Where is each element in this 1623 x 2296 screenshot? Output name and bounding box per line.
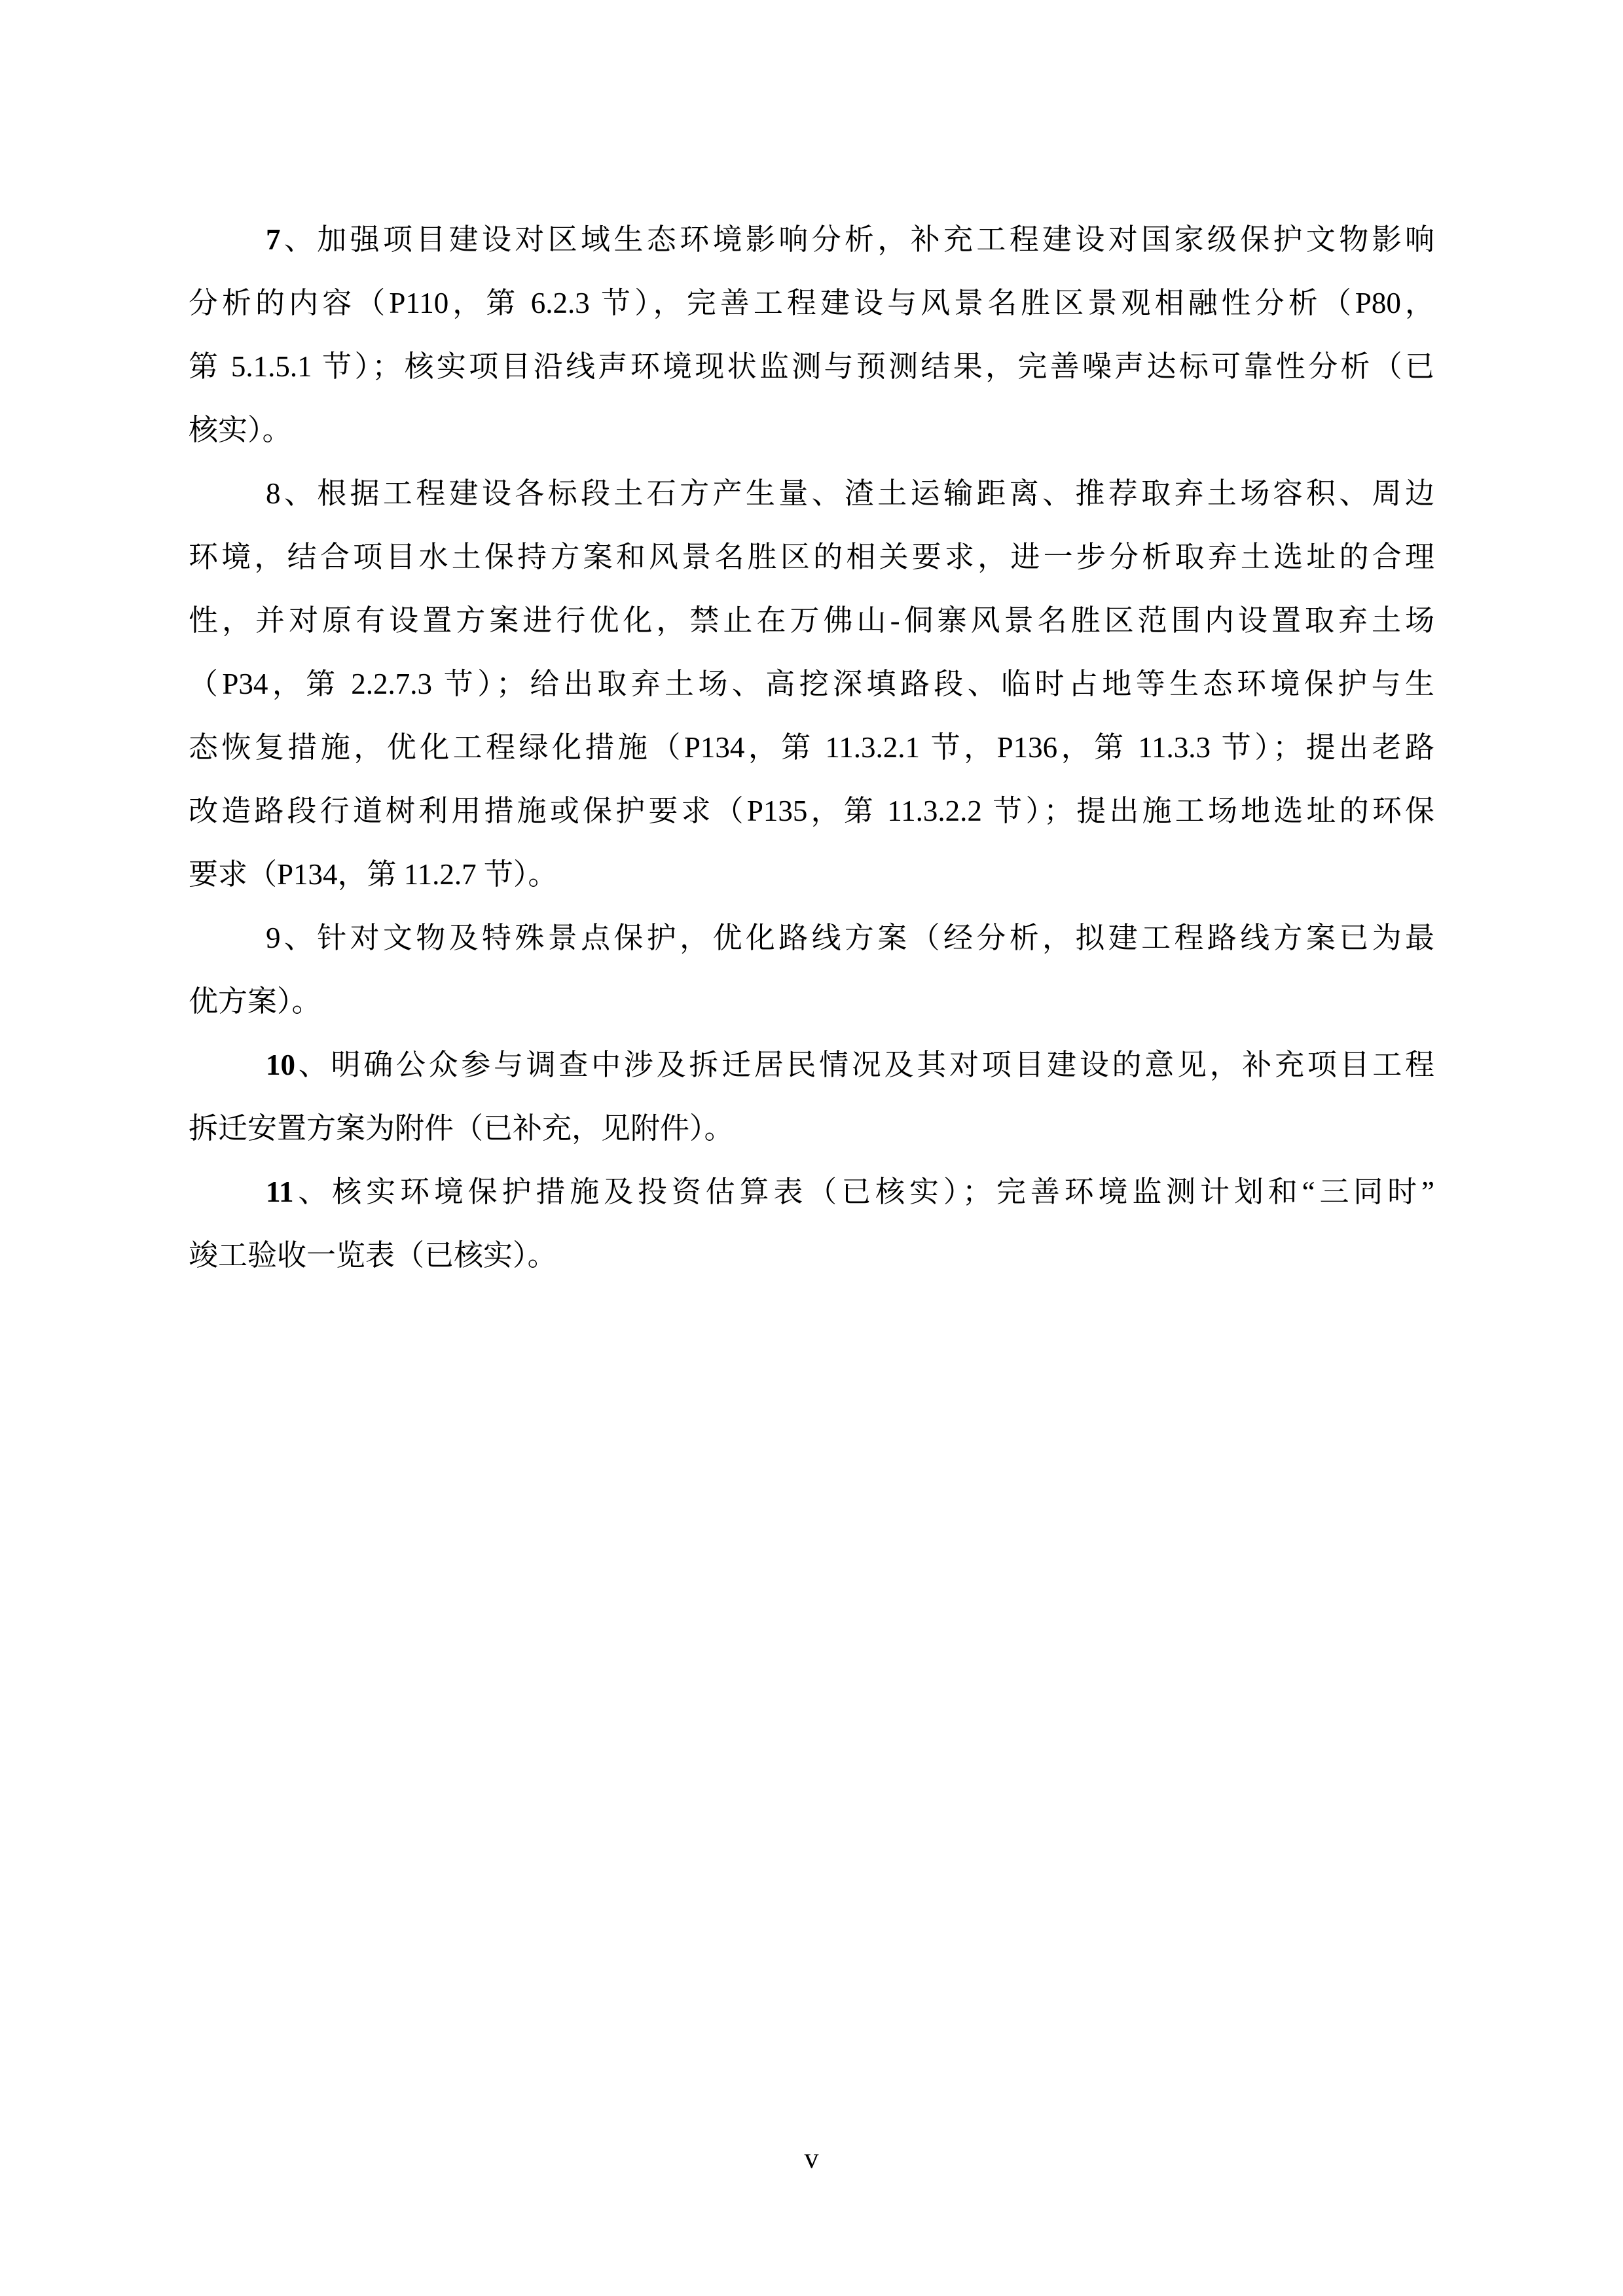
paragraph-8 bbox=[189, 462, 1434, 906]
paragraph-separator: 、 bbox=[280, 477, 318, 510]
text-line: 核实）。 bbox=[189, 414, 292, 446]
text-line bbox=[189, 1033, 1434, 1097]
text-line: 改造路段行道树利用措施或保护要求（P135，第 11.3.2.2 节）；提出施工场地选址的环保 bbox=[189, 795, 1434, 827]
text-run: 核实环境保护措施及投资估算表（已核实）；完善环境监测计划和“三同时” bbox=[332, 1175, 1434, 1208]
page-number: v bbox=[804, 2142, 819, 2174]
paragraph-separator: 、 bbox=[295, 1049, 331, 1081]
text-line: 分析的内容（P110，第 6.2.3 节），完善工程建设与风景名胜区景观相融性分析（P80， bbox=[189, 287, 1434, 319]
paragraph-separator: 、 bbox=[293, 1175, 333, 1208]
paragraph-separator: 、 bbox=[280, 223, 318, 256]
text-line bbox=[189, 1160, 1434, 1224]
paragraph-7 bbox=[189, 208, 1434, 462]
text-line: 环境，结合项目水土保持方案和风景名胜区的相关要求，进一步分析取弃土选址的合理 bbox=[189, 541, 1434, 573]
text-line bbox=[189, 208, 1434, 272]
paragraph-9 bbox=[189, 906, 1434, 1033]
paragraph-number: 11 bbox=[266, 1175, 294, 1208]
text-line: 态恢复措施，优化工程绿化措施（P134，第 11.3.2.1 节，P136，第 11.3.3 节）；提出老路 bbox=[189, 731, 1434, 764]
text-line: 要求（P134，第 11.2.7 节）。 bbox=[189, 858, 558, 891]
text-line bbox=[189, 462, 1434, 526]
text-run: 根据工程建设各标段土石方产生量、渣土运输距离、推荐取弃土场容积、周边 bbox=[317, 477, 1434, 510]
body-text-block bbox=[189, 208, 1434, 1287]
text-line: 优方案）。 bbox=[189, 985, 321, 1018]
text-run: 针对文物及特殊景点保护，优化路线方案（经分析，拟建工程路线方案已为最 bbox=[317, 922, 1434, 954]
text-line: 拆迁安置方案为附件（已补充，见附件）。 bbox=[189, 1112, 734, 1145]
paragraph-10 bbox=[189, 1033, 1434, 1160]
text-line: （P34，第 2.2.7.3 节）；给出取弃土场、高挖深填路段、临时占地等生态环境保护与生 bbox=[189, 668, 1434, 700]
text-line: 性，并对原有设置方案进行优化，禁止在万佛山-侗寨风景名胜区范围内设置取弃土场 bbox=[189, 604, 1434, 637]
paragraph-11 bbox=[189, 1160, 1434, 1287]
paragraph-number: 8 bbox=[266, 477, 281, 510]
paragraph-number: 7 bbox=[266, 223, 281, 256]
paragraph-separator: 、 bbox=[280, 922, 318, 954]
text-run: 加强项目建设对区域生态环境影响分析，补充工程建设对国家级保护文物影响 bbox=[317, 223, 1434, 256]
text-line: 竣工验收一览表（已核实）。 bbox=[189, 1239, 557, 1272]
text-run: 明确公众参与调查中涉及拆迁居民情况及其对项目建设的意见，补充项目工程 bbox=[331, 1049, 1434, 1081]
paragraph-number: 9 bbox=[266, 922, 281, 954]
text-line bbox=[189, 906, 1434, 970]
text-line: 第 5.1.5.1 节）；核实项目沿线声环境现状监测与预测结果，完善噪声达标可靠性分析（已 bbox=[189, 350, 1434, 383]
paragraph-number: 10 bbox=[266, 1049, 295, 1081]
